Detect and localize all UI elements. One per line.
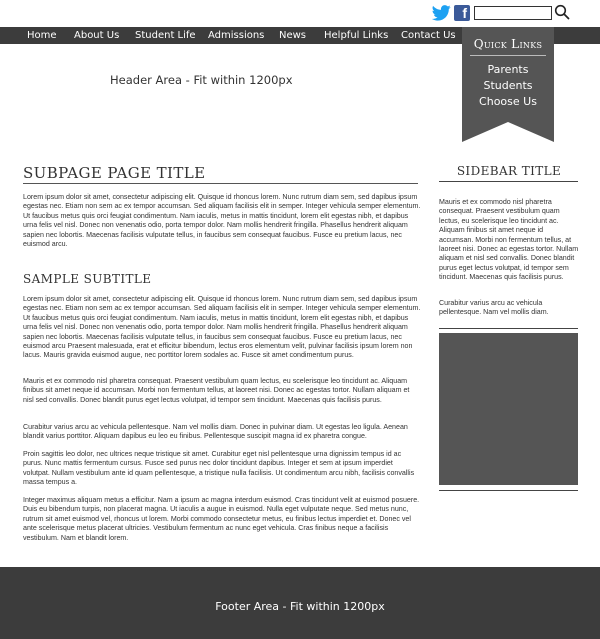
nav-home[interactable]: Home [27, 30, 57, 41]
sidebar-title-divider [439, 181, 578, 182]
nav-about-us[interactable]: About Us [74, 30, 120, 41]
search-icon[interactable] [554, 4, 570, 20]
title-divider [23, 183, 418, 184]
footer-area-label: Footer Area - Fit within 1200px [215, 600, 385, 613]
quick-links-divider [470, 55, 546, 56]
sidebar-title: SIDEBAR TITLE [456, 164, 562, 178]
body-paragraph: Curabitur varius arcu ac vehicula pellentesque. Nam vel mollis diam. Donec in pulvinar diam. Ut egestas leo ligula. Aenean blandit varius porttitor. Aliquam dapibus eu leo eu finibus. Pellentesque suscipit magna id ex pharetra congue. [23, 423, 408, 441]
header-area-label: Header Area - Fit within 1200px [110, 73, 293, 87]
page-title: SUBPAGE PAGE TITLE [23, 164, 206, 182]
twitter-icon[interactable] [432, 5, 451, 21]
quick-links-title: Quick Links [473, 37, 543, 51]
quick-link-students[interactable]: Students [483, 79, 533, 92]
intro-paragraph: Lorem ipsum dolor sit amet, consectetur adipiscing elit. Quisque id rhoncus lorem. Nunc rutrum diam sem, sed dapibus ipsum egestas nec. Etiam non sem ac ex tempor accumsan. Sed aliquam facilisis elit in semper. Integer vehicula semper elementum. Ut faucibus metus quis orci feugiat condimentum. Nam iaculis, metus in mattis tincidunt, lorem elit egestas nibh, et dapibus urna felis vel nisl. Donec non venenatis odio, porta tempor dolor. Nam mollis hendrerit fringilla. Phasellus hendrerit aliquam sapien nec lobortis. Maecenas facilisis vulputate tellus, in faucibus sem consequat faucibus. Fusce eu pretium lacus, nec euismod arcu. [23, 193, 421, 249]
top-bar [0, 0, 600, 27]
sidebar-divider [439, 328, 578, 329]
sidebar-image-placeholder [439, 333, 578, 485]
sidebar-bottom-divider [439, 490, 578, 491]
nav-contact-us[interactable]: Contact Us [401, 30, 456, 41]
quick-link-parents[interactable]: Parents [487, 63, 529, 76]
page-subtitle: SAMPLE SUBTITLE [23, 272, 152, 286]
search-input[interactable] [474, 6, 552, 20]
body-paragraph: Mauris et ex commodo nisl pharetra consequat. Praesent vestibulum quam lectus, eu scelerisque leo tincidunt ac. Aliquam finibus sit amet neque id accumsan. Morbi non fermentum tellus, at laoreet nisi. Donec ac egestas tortor. Nullam aliquam et nisl sed convallis. Donec blandit purus eget lectus volutpat, id tempor sem tincidunt. Maecenas quis facilisis purus. [23, 377, 410, 404]
sidebar-paragraph: Mauris et ex commodo nisl pharetra consequat. Praesent vestibulum quam lectus, eu scelerisque leo tincidunt ac. Aliquam finibus sit amet neque id accumsan. Morbi non fermentum tellus, at laoreet nisi. Donec ac egestas tortor. Nullam aliquam et nisl sed convallis. Donec blandit purus eget lectus volutpat, id tempor sem tincidunt. Maecenas quis facilisis purus. [439, 198, 579, 282]
sidebar-paragraph: Curabitur varius arcu ac vehicula pellentesque. Nam vel mollis diam. [439, 299, 549, 317]
facebook-glyph: f [462, 5, 467, 21]
quick-links-banner [462, 27, 554, 142]
body-paragraph: Lorem ipsum dolor sit amet, consectetur adipiscing elit. Quisque id rhoncus lorem. Nunc rutrum diam sem, sed dapibus ipsum egestas nec. Etiam non sem ac ex tempor accumsan. Sed aliquam facilisis elit in semper. Integer vehicula semper elementum. Ut faucibus metus quis orci feugiat condimentum. Nam iaculis, metus in mattis tincidunt, lorem elit egestas nibh, et dapibus urna felis vel nisl. Donec non venenatis odio, porta tempor dolor. Nam mollis hendrerit fringilla. Phasellus hendrerit aliquam sapien nec lobortis. Maecenas facilisis vulputate tellus, in faucibus sem consequat faucibus. Fusce eu pretium lacus, nec euismod arcu Praesent malesuada, erat et efficitur bibendum, lectus eros elementum velit, pulvinar facilisis ipsum lorem non lacus. Mauris gravida euismod augue, nec porttitor lorem sodales ac. Fusce sit amet condimentum purus. [23, 295, 421, 360]
body-paragraph: Integer maximus aliquam metus a efficitur. Nam a ipsum ac magna interdum euismod. Cras tincidunt velit at euismod posuere. Duis eu bibendum turpis, non placerat magna. Ut iaculis a augue in euismod. Nulla eget vulputate neque. Sed metus nunc, rutrum sit amet euismod vel, rhoncus ut lorem. Morbi commodo consectetur metus, eu finibus lectus imperdiet et. Donec vel ante scelerisque metus placerat ultricies. Vestibulum fermentum ac nunc eget vehicula. Cras finibus neque a facilisis vestibulum. Nam et blandit lorem. [23, 496, 420, 542]
nav-admissions[interactable]: Admissions [208, 30, 265, 41]
nav-helpful-links[interactable]: Helpful Links [324, 30, 389, 41]
facebook-icon[interactable] [454, 5, 470, 21]
body-paragraph: Proin sagittis leo dolor, nec ultrices neque tristique sit amet. Curabitur eget nisl pellentesque urna dignissim tempus id ac purus. Nunc mattis fermentum cursus. Fusce sed purus nec dolor tincidunt dapibus. Integer et sem at ipsum imperdiet volutpat. Nullam vestibulum ante id quam pellentesque, a tristique nulla facilisis. Ut condimentum arcu nibh, facilisis convallis massa tempus a. [23, 450, 415, 487]
quick-link-choose-us[interactable]: Choose Us [479, 95, 537, 108]
footer [0, 567, 600, 639]
nav-student-life[interactable]: Student Life [135, 30, 196, 41]
nav-news[interactable]: News [279, 30, 307, 41]
